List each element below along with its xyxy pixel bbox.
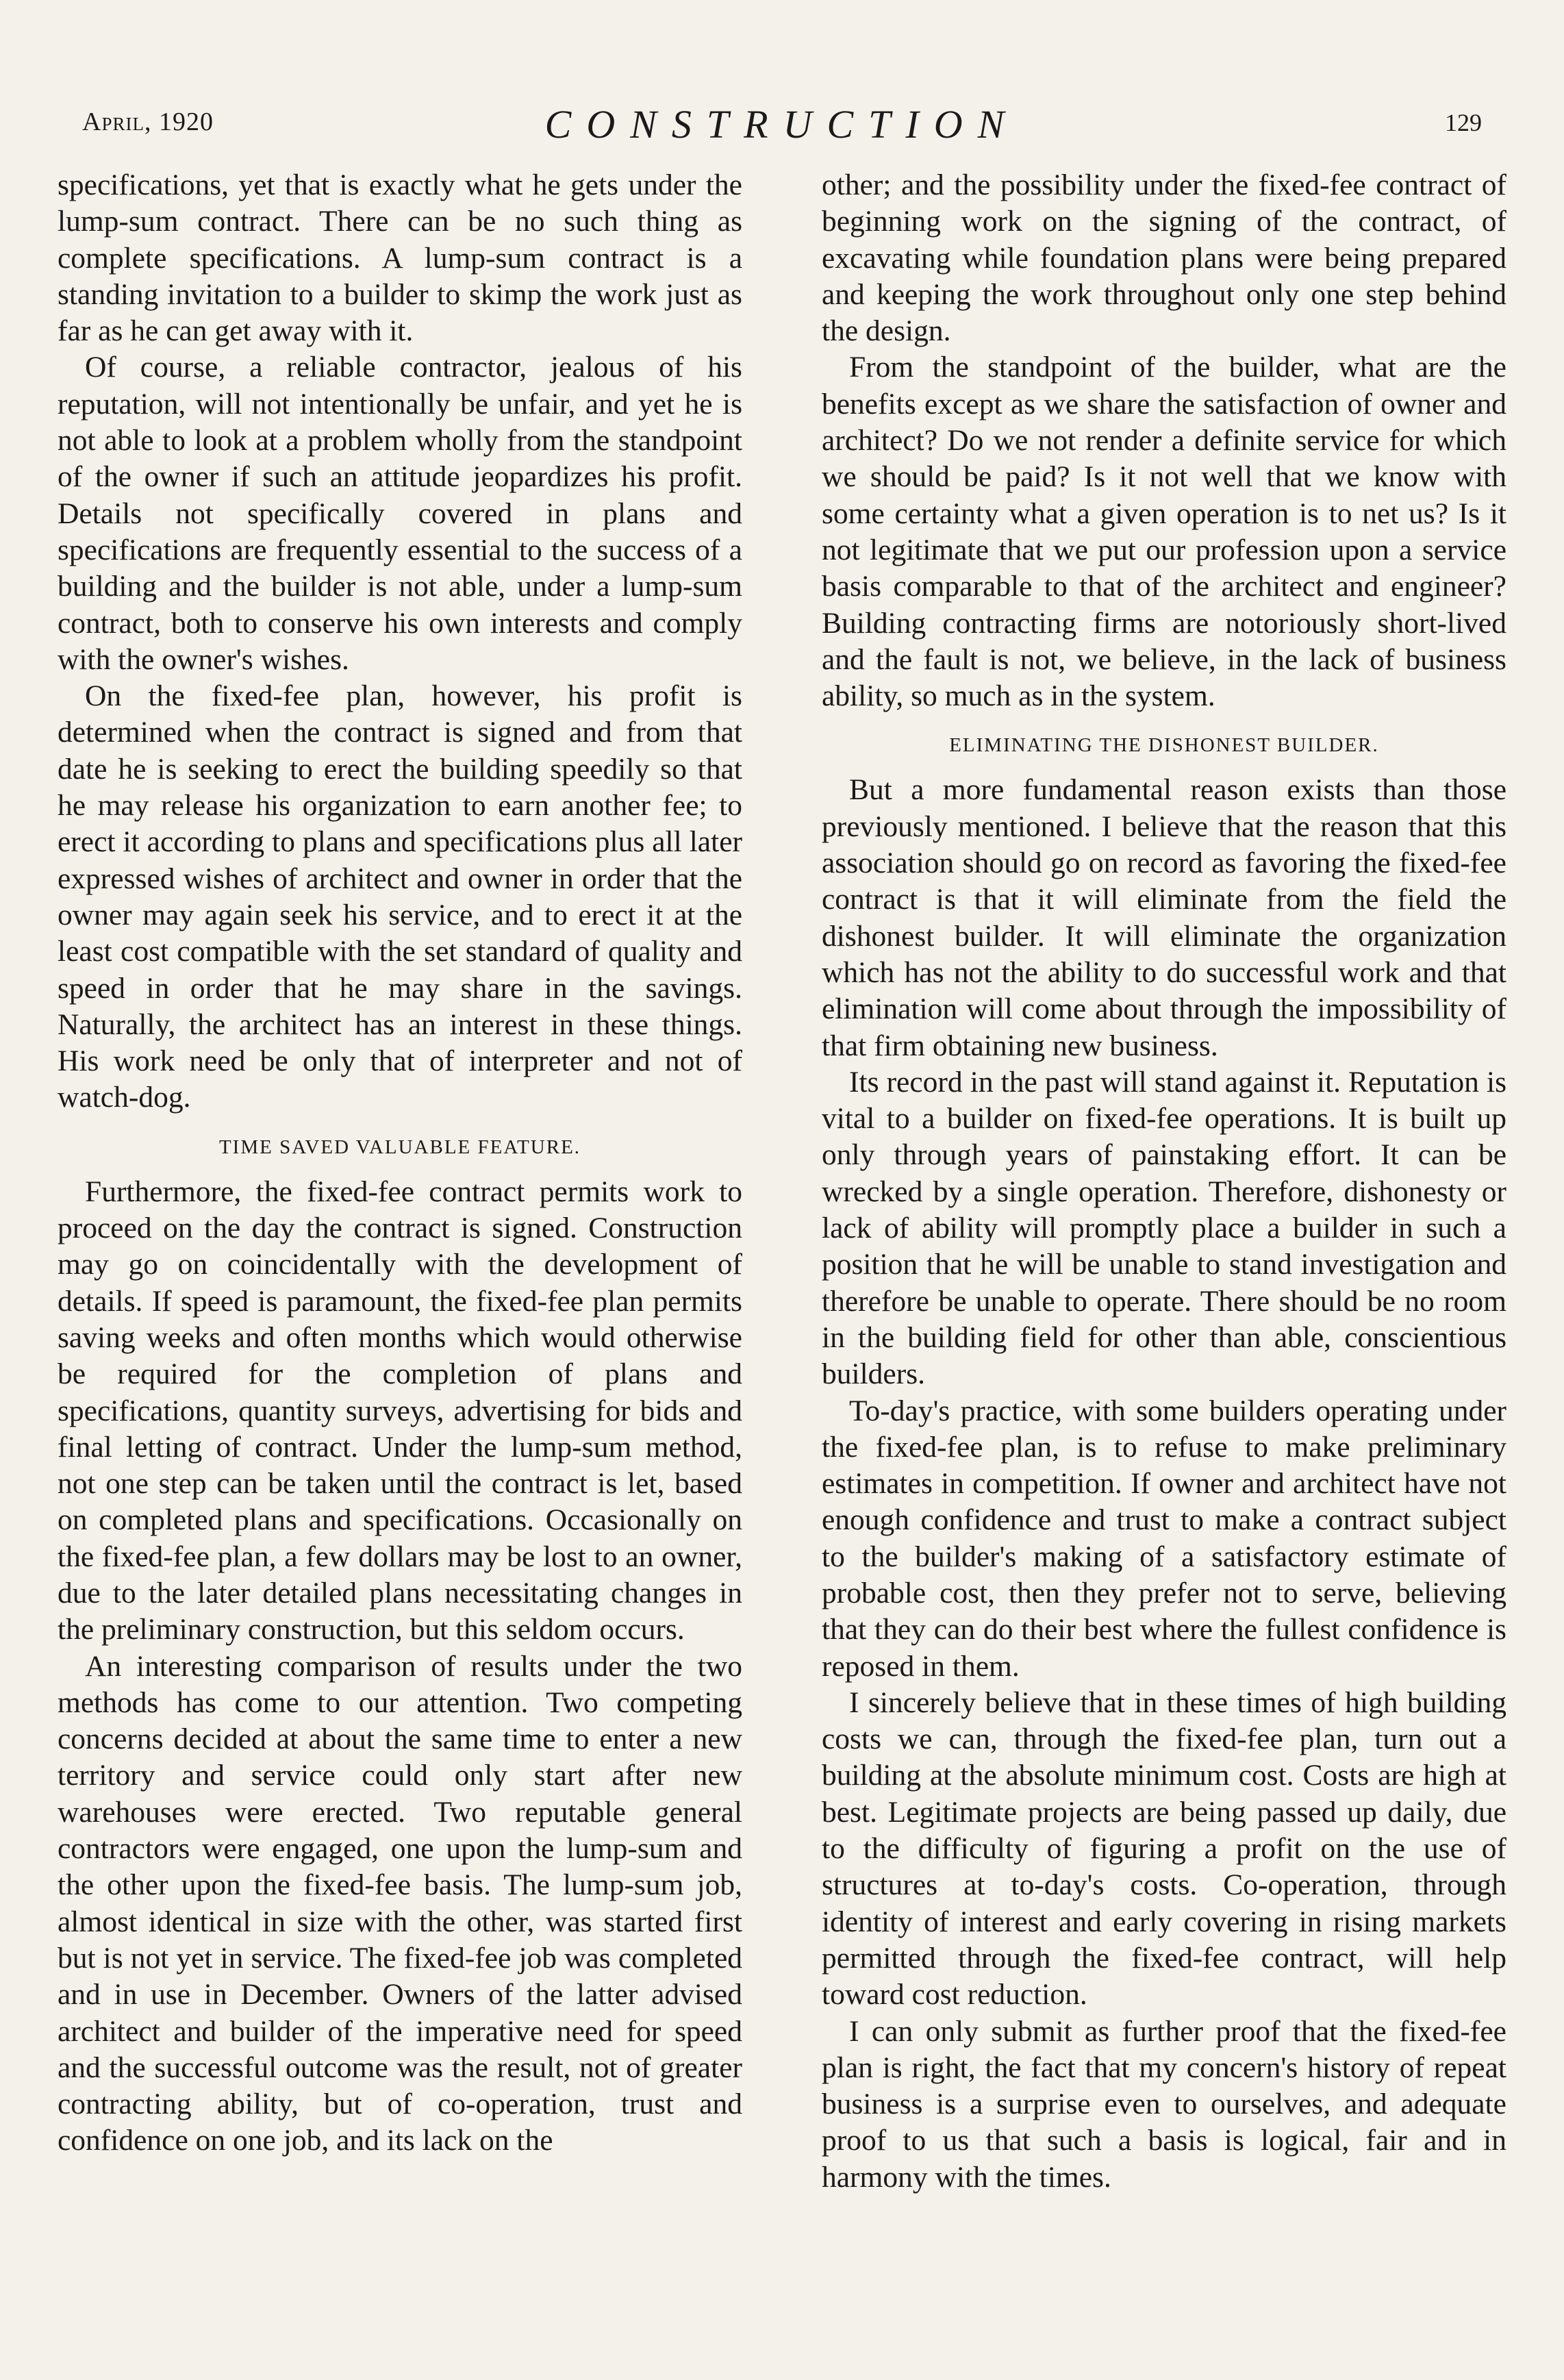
right-column (822, 167, 1506, 2196)
section-subheading: TIME SAVED VALUABLE FEATURE. (218, 1136, 581, 1158)
paragraph: Its record in the past will stand against it. Reputation is vital to a builder on fixed-fee operations. It is built up only through years of painstaking effort. It can be wrecked by a single operation. Therefore, dishonesty or lack of ability will promptly place a builder in such a position that he will be unable to stand investigation and therefore be unable to operate. There should be no room in the building field for other than able, conscientious builders. (822, 1065, 1506, 1391)
journal-title: CONSTRUCTION (544, 102, 1020, 147)
paragraph: Of course, a reliable contractor, jealous of his reputation, will not intentionally be unfair, and yet he is not able to look at a problem wholly from the standpoint of the owner if such an attitude jeopardizes his profit. Details not specifically covered in plans and specifications are frequently essential to the success of a building and the builder is not able, under a lump-sum contract, both to conserve his own interests and comply with the owner's wishes. (58, 351, 742, 676)
paragraph: On the fixed-fee plan, however, his profit is determined when the contract is signed and from that date he is seeking to erect the building speedily so that he may release his organization to earn another fee; to erect it according to plans and specifications plus all later expressed wishes of architect and owner in order that the owner may again seek his service, and to erect it at the least cost compatible with the set standard of quality and speed in order that he may share in the savings. Naturally, the architect has an interest in these things. His work need be only that of interpreter and not of watch-dog. (58, 679, 742, 1114)
paragraph: specifications, yet that is exactly what he gets under the lump-sum contract. There can be no such thing as complete specifications. A lump-sum contract is a standing invitation to a builder to skimp the work just as far as he can get away with it. (58, 168, 742, 348)
paragraph: I sincerely believe that in these times of high building costs we can, through the fixed-fee plan, turn out a building at the absolute minimum cost. Costs are high at best. Legitimate projects are being passed up daily, due to the difficulty of figuring a profit on the use of structures at to-day's costs. Co-operation, through identity of interest and early covering in rising markets permitted through the fixed-fee contract, will help toward cost reduction. (822, 1686, 1506, 2012)
paragraph: But a more fundamental reason exists than those previously mentioned. I believe that the reason that this association should go on record as favoring the fixed-fee contract is that it will eliminate from the field the dishonest builder. It will eliminate the organization which has not the ability to do successful work and that elimination will come about through the impossibility of that firm obtaining new business. (822, 773, 1506, 1062)
page-header (82, 101, 1482, 156)
paragraph: From the standpoint of the builder, what are the benefits except as we share the satisfaction of owner and architect? Do we not render a definite service for which we should be paid? Is it not well that we know with some certainty what a given operation is to net us? Is it not legitimate that we put our profession upon a service basis comparable to that of the architect and engineer? Building contracting firms are notoriously short-lived and the fault is not, we believe, in the lack of business ability, so much as in the system. (822, 351, 1506, 713)
left-column (58, 167, 742, 2159)
issue-date: April, 1920 (82, 108, 214, 136)
paragraph: Furthermore, the fixed-fee contract permits work to proceed on the day the contract is signed. Construction may go on coincidentally with the development of details. If speed is paramount, the fixed-fee plan permits saving weeks and often months which would otherwise be required for the completion of plans and specifications, quantity surveys, advertising for bids and final letting of contract. Under the lump-sum method, not one step can be taken until the contract is let, based on completed plans and specifications. Occasionally on the fixed-fee plan, a few dollars may be lost to an owner, due to the later detailed plans necessitating changes in the preliminary construction, but this seldom occurs. (58, 1175, 742, 1646)
paragraph: To-day's practice, with some builders operating under the fixed-fee plan, is to refuse to make preliminary estimates in competition. If owner and architect have not enough confidence and trust to make a contract subject to the builder's making of a satisfactory estimate of probable cost, then they prefer not to serve, believing that they can do their best where the fullest confidence is reposed in them. (822, 1394, 1506, 1683)
paragraph: An interesting comparison of results under the two methods has come to our attention. Two competing concerns decided at about the same time to enter a new territory and service could only start after new warehouses were erected. Two reputable general contractors were engaged, one upon the lump-sum and the other upon the fixed-fee basis. The lump-sum job, almost identical in size with the other, was started first but is not yet in service. The fixed-fee job was completed and in use in December. Owners of the latter advised architect and builder of the imperative need for speed and the successful outcome was the result, not of greater contracting ability, but of co-operation, trust and confidence on one job, and its lack on the (58, 1649, 742, 2157)
page-number: 129 (1445, 109, 1482, 136)
paragraph: other; and the possibility under the fixed-fee contract of beginning work on the signing of the contract, of excavating while foundation plans were being prepared and keeping the work throughout only one step behind the design. (822, 168, 1506, 348)
section-subheading: ELIMINATING THE DISHONEST BUILDER. (949, 734, 1379, 757)
paragraph: I can only submit as further proof that the fixed-fee plan is right, the fact that my concern's history of repeat business is a surprise even to ourselves, and adequate proof to us that such a basis is logical, fair and in harmony with the times. (822, 2014, 1506, 2194)
